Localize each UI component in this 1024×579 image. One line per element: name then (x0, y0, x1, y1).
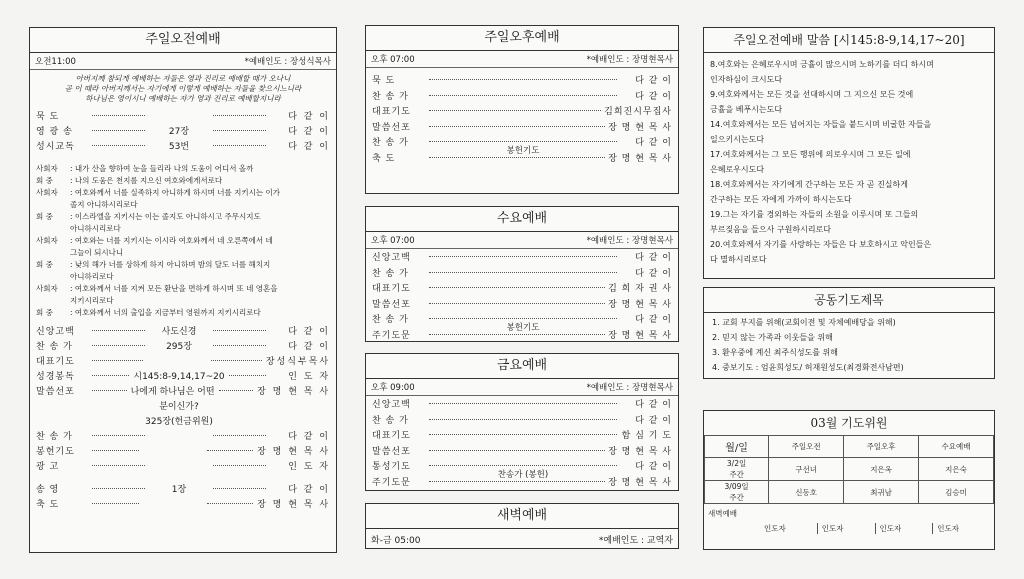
order-label: 말씀선포 (36, 387, 75, 397)
service-label: 대표기도 (372, 284, 411, 294)
header-cell: 주일오후 (844, 436, 919, 458)
dotted-leader (429, 110, 601, 111)
order-row (30, 385, 336, 400)
service-label: 찬 송 가 (372, 415, 409, 426)
service-label: 찬 송 가 (372, 315, 409, 325)
morning-order-mid (30, 325, 336, 475)
committee-panel (703, 410, 995, 550)
service-right: 장 명 현 목 사 (608, 477, 672, 488)
order-right: 다 같 이 (288, 432, 330, 442)
service-right: 다 같 이 (635, 400, 672, 410)
order-label: 대표기도 (36, 357, 75, 367)
dotted-leader (92, 503, 139, 504)
date-sub: 주간 (729, 493, 744, 502)
responsive-reading (30, 163, 336, 319)
afternoon-order (366, 68, 678, 167)
service-row (366, 429, 678, 445)
dawn-committee-label: 새벽예배 (708, 509, 737, 518)
speaker: 사회자 (36, 236, 58, 245)
prayer-item: 2. 믿지 않는 가족과 이웃들을 위해 (712, 333, 833, 342)
name-cell: 구선녀 (769, 458, 844, 481)
name-cell: 최귀남 (844, 481, 919, 504)
service-label: 통성기도 (372, 462, 411, 472)
dawn-worship-panel (365, 503, 679, 549)
service-right: 다 같 이 (635, 415, 672, 426)
speaker: 사회자 (36, 188, 58, 197)
wednesday-time: 오후 07:00 (371, 236, 415, 246)
friday-time: 오후 09:00 (371, 383, 415, 393)
dawn-meta (366, 529, 678, 548)
friday-title: 금요예배 (366, 354, 678, 379)
dotted-leader (92, 465, 145, 466)
order-right: 인 도 자 (288, 462, 330, 472)
service-right: 김희진시무집사 (604, 107, 672, 117)
service-row (366, 105, 678, 121)
order-label: 영 광 송 (36, 127, 73, 137)
service-right: 다 같 이 (635, 76, 672, 86)
dotted-leader (213, 488, 266, 489)
responsive-line (30, 247, 336, 259)
service-right: 다 같 이 (635, 462, 672, 472)
date-text: 3/2일 (726, 459, 747, 468)
order-mid: 사도신경 (161, 327, 197, 337)
sermon-title: 주일오전예배 말씀 [시145:8-9,14,17~20] (704, 28, 994, 53)
order-right: 장 명 현 목 사 (257, 447, 331, 457)
speaker: 회 중 (36, 308, 53, 317)
dawn-cell: 인도자 (818, 523, 876, 534)
morning-title: 주일오전예배 (30, 28, 336, 53)
morning-intro (30, 70, 336, 106)
dotted-leader (92, 375, 129, 376)
dawn-leader: *예배인도 : 교역자 (598, 536, 673, 546)
intro-line: 하나님은 영이시니 예배하는 자가 영과 진리로 예배할지니라 (85, 94, 281, 103)
service-right: 장 명 현 목 사 (608, 299, 672, 310)
service-row (366, 298, 678, 314)
responsive-line (30, 187, 336, 199)
afternoon-title: 주일오후예배 (366, 26, 678, 51)
verse-line: 긍휼을 베푸시는도다 (710, 105, 783, 114)
reading-text: : 여호와는 너를 지키시는 이시라 여호와께서 네 오른쪽에서 네 (70, 236, 273, 245)
morning-order-top (30, 110, 336, 155)
verse-line: 간구하는 모든 자에게 가까이 하시는도다 (710, 195, 852, 204)
reading-text: : 내가 산을 향하여 눈을 들리라 나의 도움이 어디서 올까 (70, 164, 254, 173)
responsive-line (30, 271, 336, 283)
wednesday-worship-panel (365, 206, 679, 342)
dotted-leader (429, 287, 605, 288)
service-right: 장 명 현 목 사 (608, 330, 672, 341)
prayer-panel (703, 287, 995, 379)
date-cell (705, 458, 769, 481)
reading-text: : 여호와께서 너를 지켜 모든 환난을 면하게 하시며 또 네 영혼을 (70, 284, 278, 293)
order-right: 장 명 현 목 사 (257, 387, 331, 397)
dotted-leader (429, 481, 605, 482)
dotted-leader (92, 360, 143, 361)
order-right: 인 도 자 (288, 372, 331, 382)
dawn-time: 화-금 05:00 (371, 536, 421, 546)
verse-line: 8.여호와는 은혜로우시며 긍휼이 많으시며 노하기를 더디 하시며 (710, 60, 934, 69)
verse-line: 18.여호와께서는 자기에게 간구하는 모든 자 곧 진실하게 (710, 180, 908, 189)
service-right: 장 명 현 목 사 (608, 446, 672, 457)
dotted-leader (429, 79, 617, 80)
dawn-committee-row (704, 504, 994, 534)
order-label: 광 고 (36, 462, 60, 472)
service-label: 축 도 (372, 153, 396, 164)
sermon-verses (704, 53, 994, 271)
order-right: 다 같 이 (288, 485, 330, 495)
dawn-cell: 인도자 (876, 523, 934, 534)
reading-text: : 여호와께서 너의 출입을 지금부터 영원까지 지키시리로다 (70, 308, 261, 317)
service-label: 찬 송 가 (372, 91, 409, 102)
committee-table (704, 435, 994, 504)
speaker: 사회자 (36, 284, 58, 293)
verse-line: 20.여호와께서 자기를 사랑하는 자들은 다 보호하시고 악인들은 (710, 240, 932, 249)
order-mid: 53번 (168, 142, 190, 152)
dotted-leader (213, 345, 266, 346)
dotted-leader (219, 390, 254, 391)
order-right: 다 같 이 (288, 112, 330, 122)
order-row (30, 355, 336, 370)
afternoon-worship-panel (365, 25, 679, 194)
dotted-leader (429, 403, 617, 404)
speaker: 사회자 (36, 164, 58, 173)
service-right: 김 희 자 권 사 (608, 284, 672, 294)
service-label: 주기도문 (372, 477, 411, 488)
service-row (366, 121, 678, 137)
order-mid: 325장(헌금위원) (145, 417, 213, 427)
reading-text: : 나의 도움은 천지를 지으신 여호와에게서로다 (70, 176, 223, 185)
responsive-line (30, 163, 336, 175)
dotted-leader (92, 435, 145, 436)
prayer-title: 공동기도제목 (704, 288, 994, 313)
dotted-leader (429, 303, 605, 304)
reading-text: : 낮의 해가 너를 상하게 하지 아니하며 밤의 달도 너를 해치지 (70, 260, 271, 269)
service-row (366, 136, 678, 156)
order-label: 묵 도 (36, 112, 60, 122)
order-row (30, 415, 336, 430)
order-label: 축 도 (36, 500, 60, 510)
friday-order (366, 396, 678, 491)
verse-line: 일으키시는도다 (710, 135, 765, 144)
dotted-leader (92, 450, 139, 451)
dotted-leader (213, 465, 266, 466)
service-row (366, 282, 678, 298)
order-label: 찬 송 가 (36, 432, 73, 442)
order-label: 송 영 (36, 485, 60, 495)
dawn-title: 새벽예배 (366, 504, 678, 529)
dawn-cell: 인도자 (937, 524, 959, 533)
reading-text: : 이스라엘을 지키시는 이는 졸지도 아니하시고 주무시지도 (70, 212, 261, 221)
order-label: 찬 송 가 (36, 342, 73, 352)
verse-line: 다 멸하시리로다 (710, 255, 767, 264)
service-mid: 찬송가 (봉헌) (495, 468, 551, 484)
dotted-leader (429, 334, 605, 335)
order-right: 장성식부목사 (265, 357, 331, 367)
service-row (366, 251, 678, 267)
header-cell: 수요예배 (919, 436, 994, 458)
order-row (30, 400, 336, 415)
order-row (30, 140, 336, 155)
committee-header-row (705, 436, 994, 458)
service-label: 대표기도 (372, 107, 411, 117)
responsive-line (30, 223, 336, 235)
order-right: 다 같 이 (288, 342, 330, 352)
responsive-line (30, 283, 336, 295)
service-row (366, 414, 678, 430)
service-right: 다 같 이 (635, 91, 672, 102)
service-label: 묵 도 (372, 76, 396, 86)
dotted-leader (92, 390, 127, 391)
header-cell: 주일오전 (769, 436, 844, 458)
prayer-items (704, 313, 994, 377)
dotted-leader (213, 330, 266, 331)
responsive-line (30, 307, 336, 319)
afternoon-time: 오후 07:00 (371, 55, 415, 65)
afternoon-leader: *예배인도 : 장명현목사 (586, 55, 673, 65)
order-mid: 27장 (168, 127, 190, 137)
order-right: 다 같 이 (288, 127, 330, 137)
speaker: 회 중 (36, 176, 53, 185)
order-row (30, 125, 336, 140)
service-mid: 봉헌기도 (504, 321, 543, 337)
order-row (30, 483, 336, 498)
intro-line: 아버지께 참되게 예배하는 자들은 영과 진리로 예배할 때가 오나니 (75, 74, 291, 83)
dotted-leader (429, 126, 605, 127)
order-right: 다 같 이 (288, 142, 330, 152)
dotted-leader (92, 488, 145, 489)
service-label: 말씀선포 (372, 299, 411, 310)
speaker: 회 중 (36, 260, 53, 269)
service-right: 다 같 이 (635, 315, 672, 325)
responsive-line (30, 175, 336, 187)
service-label: 말씀선포 (372, 122, 411, 133)
verse-line: 19.그는 자기를 경외하는 자들의 소원을 이루시며 또 그들의 (710, 210, 919, 219)
service-row (366, 313, 678, 333)
order-label: 성경봉독 (36, 372, 75, 382)
dotted-leader (207, 450, 254, 451)
morning-time: 오전11:00 (35, 57, 76, 67)
verse-line: 14.여호와께서는 모든 넘어지는 자들을 붙드시며 비굴한 자들을 (710, 120, 932, 129)
service-row (366, 90, 678, 106)
wednesday-title: 수요예배 (366, 207, 678, 232)
committee-title: 03월 기도위원 (810, 416, 888, 430)
service-label: 주기도문 (372, 330, 411, 341)
name-cell: 신동호 (769, 481, 844, 504)
verse-line: 인자하심이 크시도다 (710, 75, 783, 84)
speaker: 회 중 (36, 212, 53, 221)
order-row (30, 110, 336, 125)
name-cell: 지은숙 (919, 458, 994, 481)
dotted-leader (207, 503, 254, 504)
order-mid: 분이신가? (159, 402, 199, 412)
verse-line: 17.여호와께서는 그 모든 행위에 의로우시며 그 모든 일에 (710, 150, 911, 159)
order-row (30, 498, 336, 513)
dotted-leader (213, 435, 266, 436)
order-label: 봉헌기도 (36, 447, 75, 457)
friday-meta (366, 379, 678, 396)
friday-worship-panel (365, 353, 679, 491)
responsive-line (30, 259, 336, 271)
header-cell: 월/일 (705, 436, 769, 458)
prayer-item: 3. 환우중에 계신 최주식성도를 위해 (712, 348, 838, 357)
dotted-leader (429, 450, 605, 451)
reading-text: 지키시리로다 (70, 296, 114, 305)
service-right: 장 명 현 목 사 (608, 122, 672, 133)
service-row (366, 445, 678, 461)
dotted-leader (429, 318, 617, 333)
order-mid: 시145:8-9,14,17~20 (133, 372, 225, 382)
responsive-line (30, 199, 336, 211)
service-label: 신앙고백 (372, 400, 411, 410)
morning-leader: *예배인도 : 장성식목사 (244, 57, 331, 67)
reading-text: 졸지 아니하시리로다 (70, 200, 138, 209)
dotted-leader (429, 157, 605, 158)
service-right: 장 명 현 목 사 (608, 153, 672, 164)
order-right: 다 같 이 (288, 327, 330, 337)
service-label: 말씀선포 (372, 446, 411, 457)
morning-worship-panel (29, 27, 337, 553)
reading-text: 아니하리로다 (70, 272, 114, 281)
service-label: 대표기도 (372, 431, 411, 441)
dotted-leader (211, 360, 262, 361)
order-row (30, 340, 336, 355)
dotted-leader (429, 256, 617, 257)
morning-order-bottom (30, 483, 336, 513)
verse-line: 은혜로우시도다 (710, 165, 765, 174)
responsive-line (30, 211, 336, 223)
dotted-leader (429, 141, 617, 156)
service-row (366, 460, 678, 480)
service-right: 다 같 이 (635, 138, 672, 148)
wednesday-meta (366, 232, 678, 249)
service-label: 찬 송 가 (372, 138, 409, 148)
service-row (366, 267, 678, 283)
service-mid: 봉헌기도 (504, 144, 543, 160)
reading-text: : 여호와께서 너를 실족하지 아니하게 하시며 너를 지키시는 이가 (70, 188, 280, 197)
prayer-item: 1. 교회 부지를 위해(교회이전 및 자체예배당을 위해) (712, 318, 896, 327)
dotted-leader (429, 465, 617, 480)
name-cell: 김승미 (919, 481, 994, 504)
order-row (30, 445, 336, 460)
responsive-line (30, 295, 336, 307)
sermon-panel (703, 27, 995, 279)
order-row (30, 370, 336, 385)
prayer-item: 4. 중보기도 : 엄윤희성도/ 허재원성도(최경화전사남편) (712, 363, 904, 372)
date-sub: 주간 (729, 470, 744, 479)
service-right: 다 같 이 (635, 253, 672, 263)
order-row (30, 460, 336, 475)
wednesday-order (366, 249, 678, 344)
order-label: 성시교독 (36, 142, 75, 152)
service-right: 함 심 기 도 (621, 431, 672, 441)
dawn-cell: 인도자 (760, 523, 818, 534)
service-label: 찬 송 가 (372, 268, 409, 279)
date-text: 3/09일 (724, 482, 749, 491)
friday-leader: *예배인도 : 장명현목사 (586, 383, 673, 393)
dotted-leader (429, 95, 617, 96)
service-right: 다 같 이 (635, 268, 672, 279)
name-cell: 지은옥 (844, 458, 919, 481)
date-cell (705, 481, 769, 504)
dotted-leader (92, 345, 145, 346)
intro-line: 곧 이 때라 아버지께서는 자기에게 이렇게 예배하는 자들을 찾으시느니라 (64, 84, 302, 93)
dotted-leader (429, 434, 617, 435)
order-mid: 나에게 하나님은 어떤 (130, 387, 215, 397)
wednesday-leader: *예배인도 : 장명현목사 (586, 236, 673, 246)
order-mid: 295장 (166, 342, 192, 352)
responsive-line (30, 235, 336, 247)
order-right: 장 명 현 목 사 (257, 500, 331, 510)
dotted-leader (92, 330, 145, 331)
committee-row (705, 458, 994, 481)
afternoon-meta (366, 51, 678, 68)
reading-text: 그늘이 되시나니 (70, 248, 124, 257)
order-label: 신앙고백 (36, 327, 75, 337)
service-row (366, 74, 678, 90)
dotted-leader (429, 419, 617, 420)
order-row (30, 430, 336, 445)
dotted-leader (429, 272, 617, 273)
order-row (30, 325, 336, 340)
dotted-leader (229, 375, 266, 376)
committee-row (705, 481, 994, 504)
morning-meta (30, 53, 336, 70)
service-row (366, 398, 678, 414)
service-label: 신앙고백 (372, 253, 411, 263)
order-mid: 1장 (171, 485, 187, 495)
verse-line: 9.여호와께서는 모든 것을 선대하시며 그 지으신 모든 것에 (710, 90, 914, 99)
verse-line: 부르짖음을 들으사 구원하시리로다 (710, 225, 832, 234)
reading-text: 아니하시리로다 (70, 224, 121, 233)
